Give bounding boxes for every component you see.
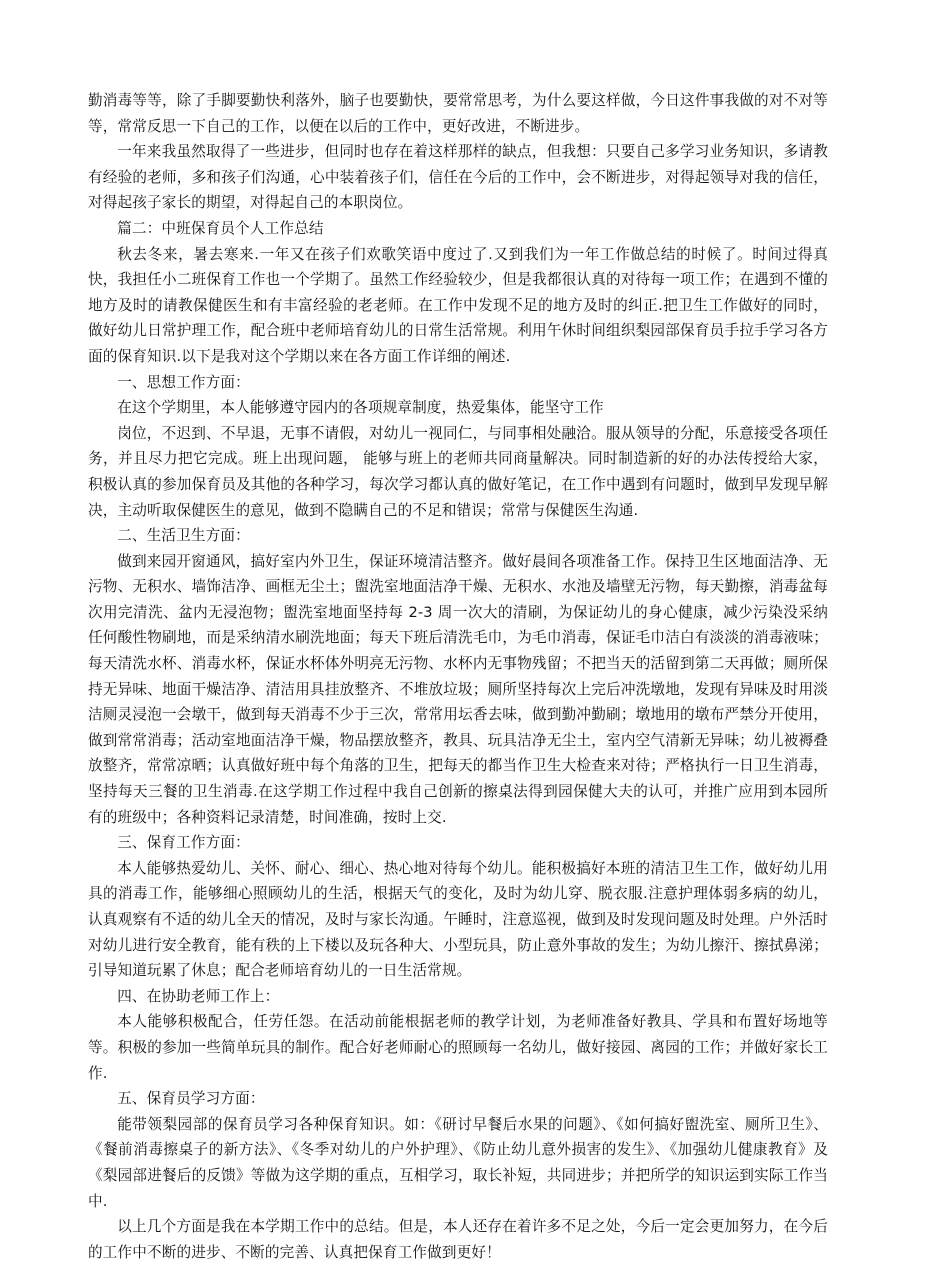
paragraph-assist-teacher: 本人能够积极配合，任劳任怨。在活动前能根据老师的教学计划，为老师准备好教具、学具和布置好场地等等。积极的参加一些简单玩具的制作。配合好老师耐心的照顾每一名幼儿，做好接园、离园的工作；并做好家长工作. bbox=[88, 1013, 828, 1082]
heading-ideological-work: 一、思想工作方面： bbox=[117, 373, 250, 391]
section-title-part-two: 篇二：中班保育员个人工作总结 bbox=[117, 219, 324, 237]
heading-hygiene-work: 二、生活卫生方面： bbox=[117, 527, 250, 545]
paragraph-hygiene: 做到来园开窗通风，搞好室内外卫生，保证环境清洁整齐。做好晨间各项准备工作。保持卫生区地面洁净、无污物、无积水、墙饰洁净、画框无尘土；盥洗室地面洁净干燥、无积水、水池及墙壁无污物，每天勤擦，消毒盆每次用完清洗、盆内无浸泡物；盥洗室地面坚持每 2-3 周一次大的清刷，为保证幼儿的身心健康，减少污染没采纳任何酸性物刷地，而是采纳清水刷洗地面；每天下班后清洗毛巾，为毛巾消毒，保证毛巾洁白有淡淡的消毒液味；每天清洗水杯、消毒水杯，保证水杯体外明亮无污物、水杯内无事物残留；不把当天的活留到第二天再做；厕所保持无异味、地面干燥洁净、清洁用具挂放整齐、不堆放垃圾；厕所坚持每次上完后冲洗墩地，发现有异味及时用淡洁厕灵浸泡一会墩干，做到每天消毒不少于三次，常常用坛香去味，做到勤冲勤刷；墩地用的墩布严禁分开使用，做到常常消毒；活动室地面洁净干燥，物品摆放整齐，教具、玩具洁净无尘土，室内空气清新无异味；幼儿被褥叠放整齐，常常凉晒；认真做好班中每个角落的卫生，把每天的都当作卫生大检查来对待；严格执行一日卫生消毒，坚持每天三餐的卫生消毒.在这学期工作过程中我自己创新的擦桌法得到园保健大夫的认可，并推广应用到本园所有的班级中；各种资料记录清楚，时间准确，按时上交. bbox=[88, 552, 828, 826]
paragraph-intro-continuation: 勤消毒等等，除了手脚要勤快利落外，脑子也要勤快，要常常思考，为什么要这样做，今日这件事我做的对不对等等，常常反思一下自己的工作，以便在以后的工作中，更好改进，不断进步。 bbox=[88, 92, 828, 135]
heading-assist-teacher: 四、在协助老师工作上： bbox=[117, 987, 280, 1005]
paragraph-part-two-intro: 秋去冬来，暑去寒来.一年又在孩子们欢歌笑语中度过了.又到我们为一年工作做总结的时候了。时间过得真快，我担任小二班保育工作也一个学期了。虽然工作经验较少，但是我都很认真的对待每一项工作；在遇到不懂的地方及时的请教保健医生和有丰富经验的老老师。在工作中发现不足的地方及时的纠正.把卫生工作做好的同时，做好幼儿日常护理工作，配合班中老师培育幼儿的日常生活常规。利用午休时间组织梨园部保育员手拉手学习各方面的保育知识.以下是我对这个学期以来在各方面工作详细的阐述. bbox=[88, 245, 828, 365]
paragraph-ideological-2: 岗位，不迟到、不早退，无事不请假，对幼儿一视同仁，与同事相处融洽。服从领导的分配，乐意接受各项任务，并且尽力把它完成。班上出现问题， 能够与班上的老师共同商量解决。同时制造新的好的办法传授给大家，积极认真的参加保育员及其他的各种学习，每次学习都认真的做好笔记，在工作中遇到有问题时，做到早发现早解决，主动听取保健医生的意见，做到不隐瞒自己的不足和错误；常常与保健医生沟通. bbox=[88, 424, 828, 519]
heading-caregiver-study: 五、保育员学习方面： bbox=[117, 1090, 265, 1108]
paragraph-year-reflection: 一年来我虽然取得了一些进步，但同时也存在着这样那样的缺点，但我想：只要自己多学习业务知识，多请教有经验的老师，多和孩子们沟通，心中装着孩子们，信任在今后的工作中，会不断进步，对得起领导对我的信任，对得起孩子家长的期望，对得起自己的本职岗位。 bbox=[88, 143, 828, 212]
paragraph-caregiver-study: 能带领梨园部的保育员学习各种保育知识。如：《研讨早餐后水果的问题》、《如何搞好盥洗室、厕所卫生》、《餐前消毒擦桌子的新方法》、《冬季对幼儿的户外护理》、《防止幼儿意外损害的发生》、《加强幼儿健康教育》及《梨园部进餐后的反馈》等做为这学期的重点，互相学习，取长补短，共同进步；并把所学的知识运到实际工作当中. bbox=[88, 1115, 828, 1210]
paragraph-ideological-1: 在这个学期里，本人能够遵守园内的各项规章制度，热爱集体，能坚守工作 bbox=[117, 399, 604, 417]
heading-childcare-work: 三、保育工作方面： bbox=[117, 834, 250, 852]
paragraph-conclusion: 以上几个方面是我在本学期工作中的总结。但是，本人还存在着许多不足之处，今后一定会更加努力，在今后的工作中不断的进步、不断的完善、认真把保育工作做到更好！ bbox=[88, 1218, 828, 1261]
document-body bbox=[88, 88, 828, 1265]
paragraph-childcare: 本人能够热爱幼儿、关怀、耐心、细心、热心地对待每个幼儿。能积极搞好本班的清洁卫生工作，做好幼儿用具的消毒工作，能够细心照顾幼儿的生活，根据天气的变化，及时为幼儿穿、脱衣服.注意护理体弱多病的幼儿，认真观察有不适的幼儿全天的情况，及时与家长沟通。午睡时，注意巡视，做到及时发现问题及时处理。户外活时对幼儿进行安全教育，能有秩的上下楼以及玩各种大、小型玩具，防止意外事故的发生；为幼儿擦汗、擦拭鼻涕；引导知道玩累了休息；配合老师培育幼儿的一日生活常规。 bbox=[88, 859, 828, 980]
